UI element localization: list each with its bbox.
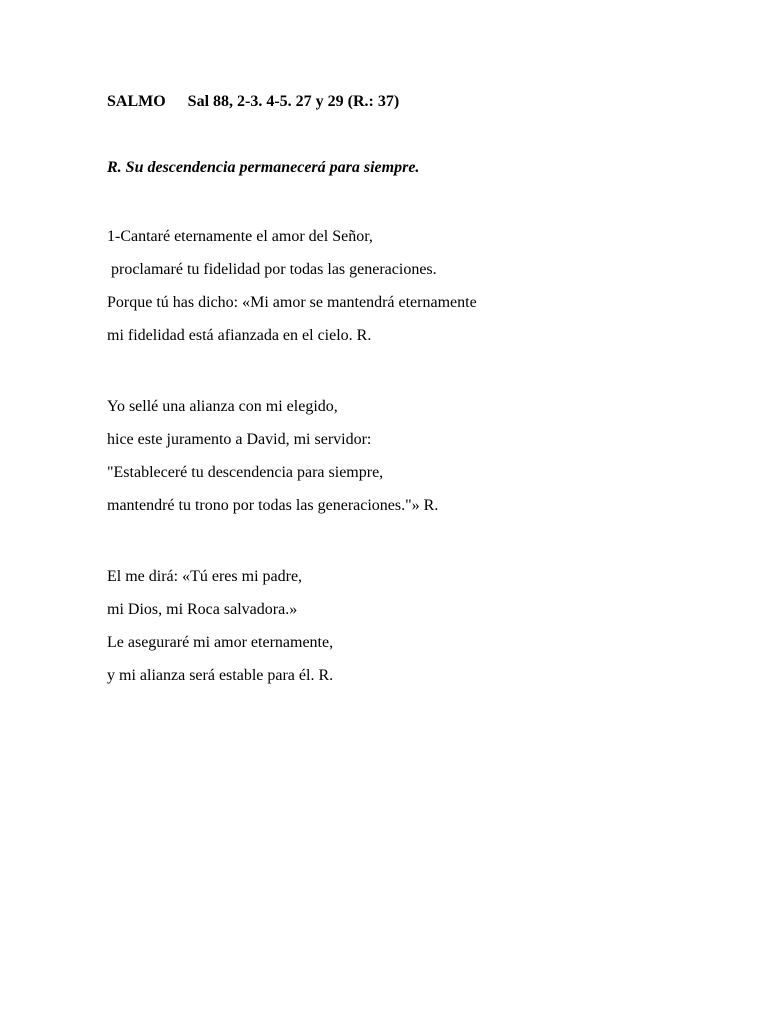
verse-line: y mi alianza será estable para él. R. (107, 667, 334, 684)
verse-line: mantendré tu trono por todas las generaciones."» R. (107, 497, 439, 514)
verse-line: Le aseguraré mi amor eternamente, (107, 634, 334, 651)
document-page (107, 88, 727, 692)
psalm-refrain: R. Su descendencia permanecerá para siempre. (107, 159, 420, 176)
verse-line: Yo sellé una alianza con mi elegido, (107, 398, 338, 415)
psalm-label: SALMO (107, 93, 166, 110)
verse-line: "Estableceré tu descendencia para siempre, (107, 464, 384, 481)
verse-line: Porque tú has dicho: «Mi amor se mantendrá eternamente (107, 294, 477, 311)
stanza-2 (107, 390, 727, 522)
verse-line: El me dirá: «Tú eres mi padre, (107, 568, 303, 585)
verse-line: mi Dios, mi Roca salvadora.» (107, 601, 298, 618)
verse-line: hice este juramento a David, mi servidor: (107, 431, 372, 448)
psalm-heading (107, 88, 727, 116)
verse-line: 1-Cantaré eternamente el amor del Señor, (107, 228, 373, 245)
verse-line: mi fidelidad está afianzada en el cielo. R. (107, 327, 372, 344)
stanza-3 (107, 560, 727, 692)
stanza-1 (107, 220, 727, 352)
psalm-reference: Sal 88, 2-3. 4-5. 27 y 29 (R.: 37) (187, 93, 400, 110)
verse-line: proclamaré tu fidelidad por todas las generaciones. (107, 261, 437, 278)
